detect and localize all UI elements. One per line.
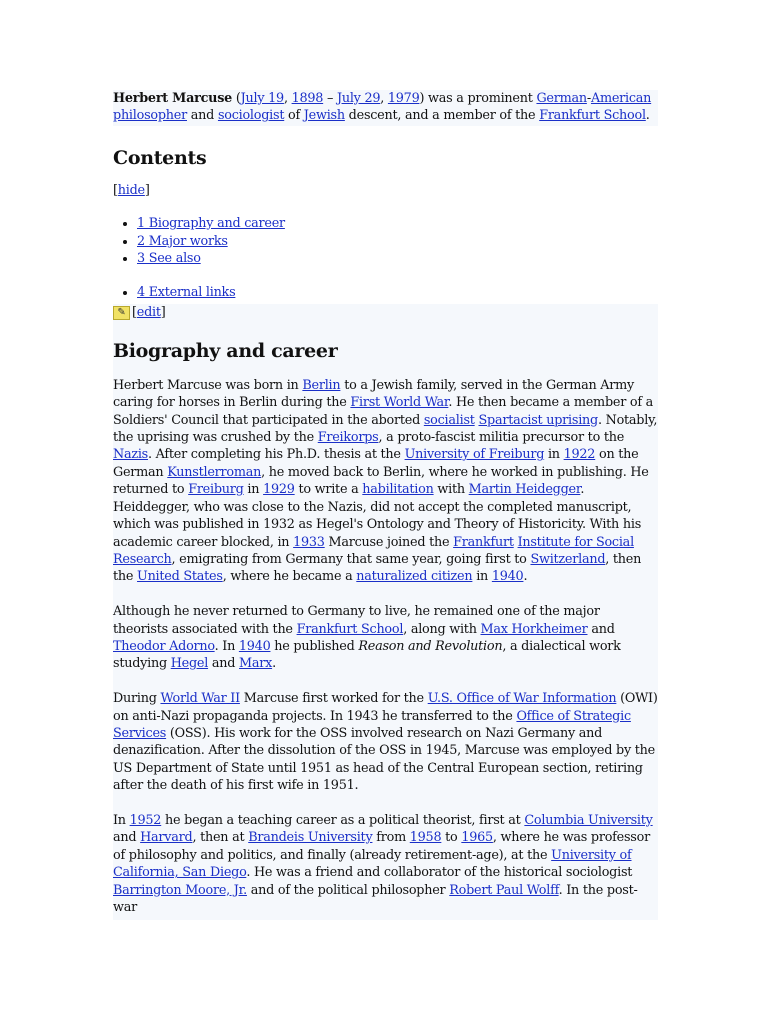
text-run: he began a teaching career as a political theorist, first at <box>161 812 525 828</box>
text-run: . After completing his Ph.D. thesis at the <box>147 447 405 463</box>
text-run: - <box>586 91 591 106</box>
inline-link[interactable]: Institute for Social Research <box>113 534 634 567</box>
inline-link[interactable]: sociologist <box>217 108 285 124</box>
inline-link[interactable]: World War II <box>160 691 240 707</box>
inline-link[interactable]: Nazis <box>113 447 148 463</box>
inline-link[interactable]: First World War <box>350 395 449 411</box>
bold-text: Herbert Marcuse <box>113 91 233 106</box>
inline-link[interactable]: U.S. Office of War Information <box>427 691 617 707</box>
text-run: in <box>243 482 264 498</box>
inline-link[interactable]: Robert Paul Wolff <box>449 882 559 898</box>
text-run: to a Jewish family, served in the German Army caring for horses in Berlin during the <box>113 377 635 411</box>
toc-item <box>137 284 658 301</box>
text-run: he published <box>270 638 359 654</box>
inline-link[interactable]: Freikorps <box>317 430 379 446</box>
inline-link[interactable]: Frankfurt <box>453 534 514 550</box>
text-run: , where he became a <box>222 569 357 585</box>
inline-link[interactable]: American <box>590 91 652 106</box>
text-run: , a dialectical work studying <box>113 638 621 672</box>
toc-list <box>113 215 658 267</box>
toggle-close-bracket: ] <box>144 182 150 198</box>
inline-link[interactable]: German <box>536 91 587 106</box>
toc-item <box>137 233 658 250</box>
text-run: . Notably, the uprising was crushed by the <box>113 412 658 446</box>
text-run: to <box>441 830 462 846</box>
text-run: (OSS). His work for the OSS involved research on Nazi Germany and denazification. After the dissolution of the OSS in 1945, Marcuse was employed by the US Department of State until 1951 as head of the Central European section, retiring after the death of his first wife in 1951. <box>113 725 655 794</box>
inline-link[interactable]: 1958 <box>409 830 442 846</box>
inline-link[interactable]: 1952 <box>129 812 162 828</box>
inline-link[interactable]: Max Horkheimer <box>480 621 588 637</box>
text-run: . Heiddegger, who was close to the Nazis, did not accept the completed manuscript, which was published in 1932 as Hegel's Ontology and Theory of Historicity. With his academic career blocked, in <box>113 482 642 550</box>
body-paragraph-4 <box>113 812 658 916</box>
inline-link[interactable]: Spartacist uprising <box>478 412 598 428</box>
toc-link-external-links[interactable]: 4 External links <box>137 285 236 301</box>
text-run: Herbert Marcuse was born in <box>113 377 303 393</box>
text-run: in <box>544 447 564 463</box>
inline-link[interactable]: 1922 <box>563 447 596 463</box>
inline-link[interactable]: Harvard <box>140 830 193 846</box>
text-run: and <box>186 108 218 124</box>
text-run: . He was a friend and collaborator of the historical sociologist <box>246 865 633 881</box>
text-run: with <box>433 482 469 498</box>
italic-text: Reason and Revolution <box>358 638 503 654</box>
inline-link[interactable]: 1929 <box>263 482 295 498</box>
inline-link[interactable]: Kunstlerroman <box>167 464 262 480</box>
text-run: and <box>208 656 240 672</box>
inline-link[interactable]: Jewish <box>303 108 345 124</box>
contents-title: Contents <box>113 146 207 169</box>
article-content <box>113 90 658 920</box>
inline-link[interactable]: University of California, San Diego <box>113 847 632 881</box>
inline-link[interactable]: July 19 <box>240 91 284 106</box>
edit-section-link[interactable]: edit <box>136 305 161 321</box>
inline-link[interactable]: Brandeis University <box>248 830 373 846</box>
body-paragraph-1 <box>113 377 658 586</box>
inline-link[interactable]: Columbia University <box>524 812 653 828</box>
text-run: Marcuse joined the <box>324 534 454 550</box>
inline-link[interactable]: 1979 <box>387 91 420 106</box>
text-run: In <box>113 812 130 828</box>
text-run: ( <box>232 91 241 106</box>
intro-paragraph <box>113 90 658 126</box>
body-paragraph-2 <box>113 603 658 673</box>
inline-link[interactable]: Martin Heidegger <box>468 482 581 498</box>
text-run: . <box>523 569 528 585</box>
toc-link-biography[interactable]: 1 Biography and career <box>137 216 285 232</box>
text-run: , <box>283 91 292 106</box>
text-run: and <box>113 830 141 846</box>
inline-link[interactable]: Office of Strategic Services <box>113 708 631 741</box>
inline-link[interactable]: United States <box>137 569 223 585</box>
text-run: on the German <box>113 447 639 480</box>
inline-link[interactable]: Marx <box>239 656 273 672</box>
text-run: Marcuse first worked for the <box>239 691 428 707</box>
text-run: to write a <box>294 482 363 498</box>
inline-link[interactable]: Theodor Adorno <box>113 638 215 654</box>
inline-link[interactable]: Frankfurt School <box>539 108 646 124</box>
pencil-icon[interactable]: ✎ <box>113 306 130 320</box>
text-run: ) was a prominent <box>419 91 537 106</box>
inline-link[interactable]: socialist <box>423 412 475 428</box>
text-run: . In the post-war <box>113 882 638 915</box>
text-run: (OWI) on anti-Nazi propaganda projects. In 1943 he transferred to the <box>113 691 658 724</box>
toc-item <box>137 215 658 232</box>
inline-link[interactable]: July 29 <box>336 91 381 106</box>
inline-link[interactable]: Hegel <box>170 656 209 672</box>
edit-open-bracket: [ <box>132 305 137 321</box>
toggle-open-bracket: [ <box>113 182 118 198</box>
inline-link[interactable]: habilitation <box>362 482 434 498</box>
inline-link[interactable]: Switzerland <box>530 551 606 567</box>
text-run: , then at <box>192 830 249 846</box>
inline-link[interactable]: Berlin <box>302 377 341 393</box>
text-run: descent, and a member of the <box>344 108 540 124</box>
inline-link[interactable]: philosopher <box>113 108 187 124</box>
text-run: . He then became a member of a Soldiers' Council that participated in the aborted <box>113 395 654 428</box>
section-title: Biography and career <box>113 339 338 362</box>
toc-link-major-works[interactable]: 2 Major works <box>137 233 228 249</box>
edit-section-control <box>113 304 658 322</box>
text-run: . <box>645 108 650 124</box>
hide-toc-link[interactable]: hide <box>117 182 145 198</box>
body-paragraph-3 <box>113 690 658 794</box>
inline-link[interactable]: Barrington Moore, Jr. <box>113 882 247 898</box>
toc-list-continued <box>113 284 658 301</box>
text-run: . In <box>214 638 239 654</box>
edit-close-bracket: ] <box>160 305 166 321</box>
inline-link[interactable]: University of Freiburg <box>404 447 545 463</box>
text-run: , emigrating from Germany that same year, going first to <box>171 551 531 567</box>
text-run: of <box>284 108 304 124</box>
text-run: and of the political philosopher <box>246 882 450 898</box>
inline-link[interactable]: 1965 <box>461 830 493 846</box>
text-run: from <box>372 830 410 846</box>
text-run: – <box>323 91 337 106</box>
inline-link[interactable]: 1898 <box>291 91 324 106</box>
text-run: , where he was professor of philosophy and politics, and finally (already retirement-age), at the <box>113 830 650 863</box>
inline-link[interactable]: 1940 <box>238 638 271 654</box>
text-run: , a proto-fascist militia precursor to the <box>378 430 625 446</box>
inline-link[interactable]: Frankfurt School <box>296 621 404 637</box>
text-run: Although he never returned to Germany to live, he remained one of the major theorists associated with the <box>113 604 600 637</box>
text-run: , he moved back to Berlin, where he worked in publishing. He returned to <box>113 464 649 498</box>
inline-link[interactable]: 1940 <box>491 569 524 585</box>
inline-link[interactable]: naturalized citizen <box>356 569 473 585</box>
text-run: , <box>380 91 388 106</box>
toc-item <box>137 250 658 267</box>
toc-link-see-also[interactable]: 3 See also <box>137 251 201 267</box>
text-run: , along with <box>403 621 481 637</box>
text-run: in <box>472 569 492 585</box>
inline-link[interactable]: Freiburg <box>188 482 244 498</box>
contents-toggle <box>113 182 658 199</box>
inline-link[interactable]: 1933 <box>293 534 325 550</box>
text-run: and <box>587 621 615 637</box>
text-run: , then the <box>113 551 642 585</box>
text-run: During <box>113 691 161 707</box>
text-run: . <box>272 656 276 672</box>
biography-section <box>113 304 658 921</box>
